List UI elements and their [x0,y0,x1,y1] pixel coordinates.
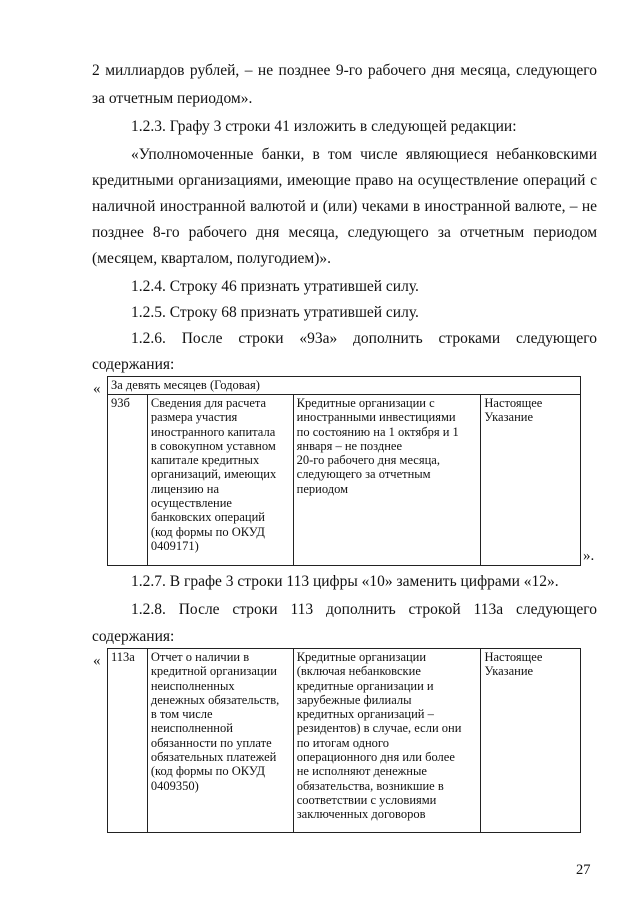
opening-quote: « [93,653,101,669]
cell-text-line: 20-го рабочего дня месяца, [296,453,440,468]
cell-text-line: заключенных договоров [296,807,426,822]
cell-text-line: (код формы по ОКУД [150,764,265,779]
table-row [108,395,581,566]
insert-table-113a [107,648,581,833]
legal-basis-cell [481,649,581,833]
cell-text-line: обязательных платежей [150,750,277,765]
report-name-cell [147,395,293,566]
cell-text-line: Указание [484,664,534,679]
cell-text-line: кредитные организации и [296,678,434,693]
paragraph-line: наличной иностранной валютой и (или) чеками в иностранной валюте, – не [92,198,597,215]
cell-text-line: осуществление [150,496,232,511]
cell-text-line: денежных обязательств, [150,692,280,707]
cell-text-line: операционного дня или более [296,750,455,765]
cell-text-line: по состоянию на 1 октября и 1 [296,424,459,439]
cell-text-line: не исполняют денежные [296,764,427,779]
paragraph-line: 1.2.6. После строки «93а» дополнить строками следующего [131,330,597,347]
paragraph-line: «Уполномоченные банки, в том числе являющиеся небанковскими [131,146,597,163]
cell-text-line: иностранными инвестициями [296,410,456,425]
cell-text-line: размера участия [150,410,238,425]
cell-text-line: неисполненной [150,721,233,736]
paragraph-line: 1.2.7. В графе 3 строки 113 цифры «10» заменить цифрами «12». [131,573,559,590]
cell-text-line: (включая небанковские [296,664,421,679]
cell-text-line: организаций, имеющих [150,467,277,482]
cell-text-line: Отчет о наличии в [150,650,250,664]
cell-text-line: Сведения для расчета [150,396,267,410]
cell-text-line: 0409350) [150,778,199,793]
cell-text-line: в том числе [150,707,213,722]
cell-text-line: банковских операций [150,510,265,525]
cell-text-line: следующего за отчетным [296,467,431,482]
cell-text-line: лицензию на [150,481,219,496]
paragraph-line: позднее 8-го рабочего дня месяца, следующего за отчетным периодом [92,224,597,241]
cell-text-line: кредитных организаций – [296,707,434,722]
cell-text-line: обязанности по уплате [150,735,272,750]
row-code: 93б [108,395,148,566]
cell-text-line: периодом [296,481,348,496]
closing-quote: ». [583,548,595,564]
cell-text-line: резидентов) в случае, если они [296,721,462,736]
cell-text-line: 0409171) [150,538,199,553]
paragraph-line: 1.2.8. После строки 113 дополнить строкой 113а следующего [131,601,597,618]
insert-table-93b [107,376,581,566]
opening-quote: « [93,381,101,397]
cell-text-line: Настоящее [484,396,543,410]
cell-text-line: кредитной организации [150,664,277,679]
reporting-entities-cell [293,649,481,833]
paragraph-line: 1.2.3. Графу 3 строки 41 изложить в следующей редакции: [131,118,517,135]
cell-text-line: неисполненных [150,678,235,693]
section-header-row [108,377,581,395]
cell-text-line: Кредитные организации с [296,396,435,410]
section-header: За девять месяцев (Годовая) [108,377,581,395]
paragraph-line: за отчетным периодом». [92,90,253,107]
cell-text-line: января – не позднее [296,438,403,453]
cell-text-line: зарубежные филиалы [296,692,412,707]
paragraph-line: содержания: [92,628,175,645]
cell-text-line: соответствии с условиями [296,792,437,807]
page-number: 27 [576,862,591,878]
cell-text-line: (код формы по ОКУД [150,524,265,539]
legal-basis-cell [481,395,581,566]
row-code: 113а [108,649,148,833]
paragraph-line: 1.2.5. Строку 68 признать утратившей силу. [131,304,419,321]
cell-text-line: по итогам одного [296,735,389,750]
cell-text-line: Кредитные организации [296,650,427,664]
cell-text-line: обязательства, возникшие в [296,778,444,793]
cell-text-line: Указание [484,410,534,425]
cell-text-line: Настоящее [484,650,543,664]
cell-text-line: капитале кредитных [150,453,260,468]
report-name-cell [147,649,293,833]
cell-text-line: в совокупном уставном [150,438,276,453]
table-row [108,649,581,833]
paragraph-line: (месяцем, кварталом, полугодием)». [92,250,332,267]
paragraph-line: 1.2.4. Строку 46 признать утратившей силу. [131,278,419,295]
paragraph-line: 2 миллиардов рублей, – не позднее 9-го рабочего дня месяца, следующего [92,62,597,79]
reporting-entities-cell [293,395,481,566]
cell-text-line: иностранного капитала [150,424,276,439]
paragraph-line: содержания: [92,356,175,373]
paragraph-line: кредитными организациями, имеющие право на осуществление операций с [92,172,597,189]
